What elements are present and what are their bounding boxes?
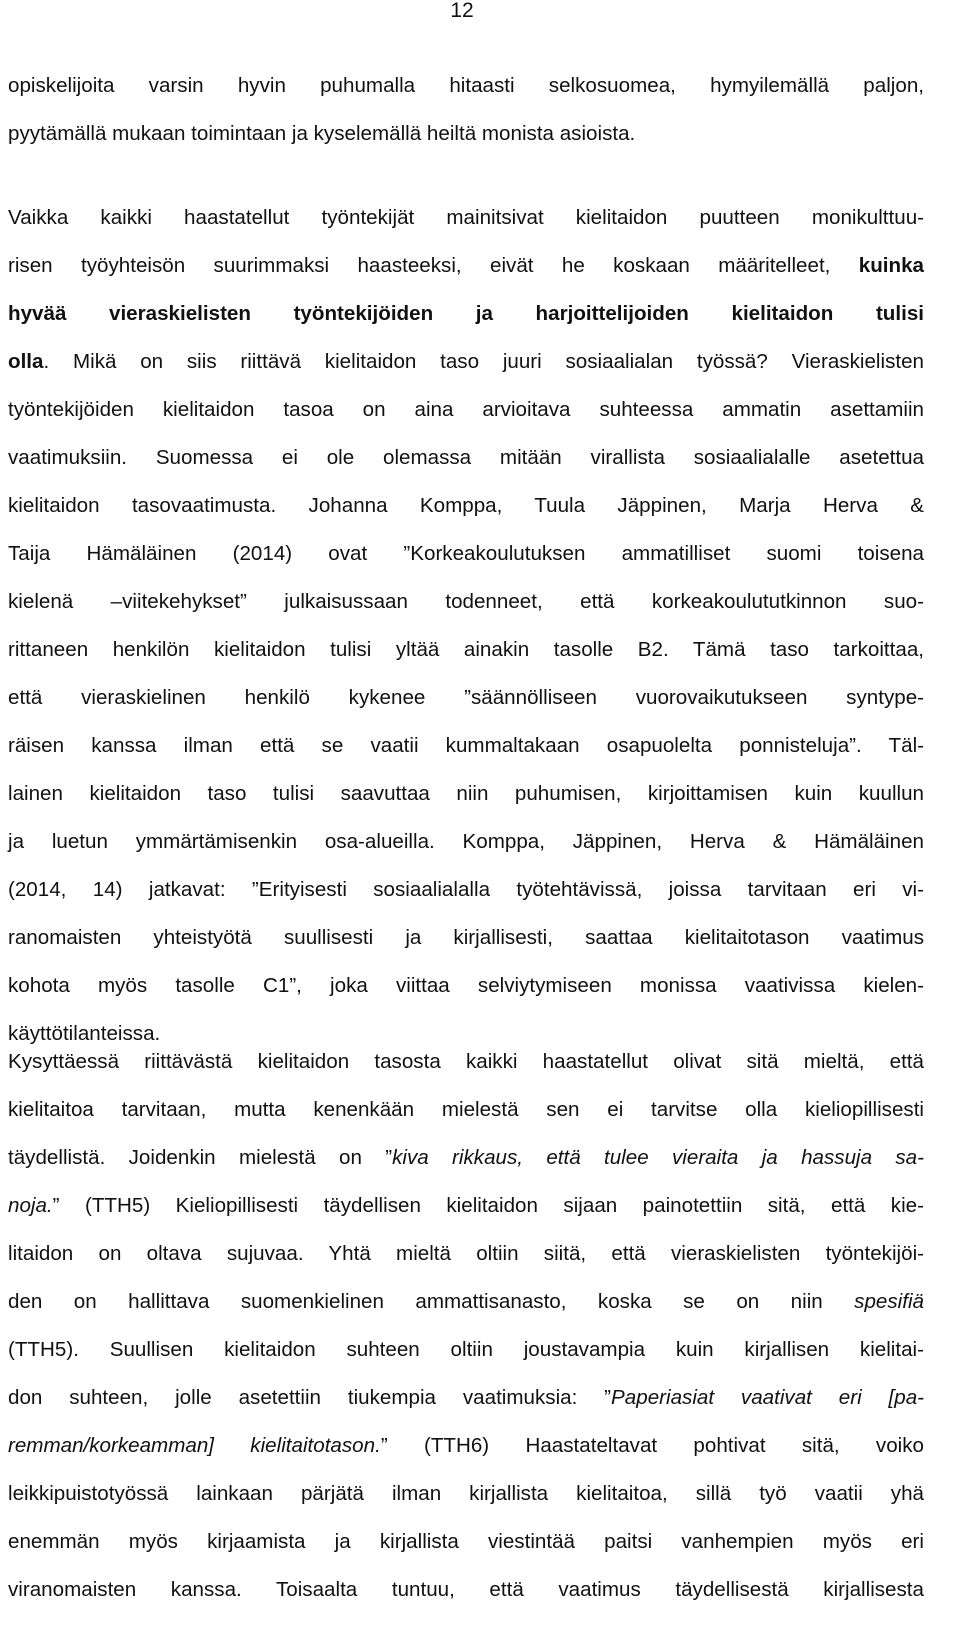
text-run: don suhteen, jolle asetettiin tiukempia vaatimuksia: ” xyxy=(8,1386,612,1409)
text-line xyxy=(8,338,924,386)
text-run: opiskelijoita varsin hyvin puhumalla hitaasti selkosuomea, hymyilemällä paljon, xyxy=(8,74,924,97)
text-line xyxy=(8,866,924,914)
text-line xyxy=(8,110,924,158)
text-run: Kysyttäessä riittävästä kielitaidon tasosta kaikki haastatellut olivat sitä mieltä, että xyxy=(8,1050,924,1073)
text-line xyxy=(8,1374,924,1422)
text-run: ” (TTH6) Haastateltavat pohtivat sitä, voiko xyxy=(380,1434,924,1457)
text-run: täydellistä. Joidenkin mielestä on ” xyxy=(8,1146,393,1169)
text-line xyxy=(8,962,924,1010)
text-run: kielitaidon tasovaatimusta. Johanna Komppa, Tuula Jäppinen, Marja Herva & xyxy=(8,494,924,517)
text-line xyxy=(8,818,924,866)
text-run: ja luetun ymmärtämisenkin osa-alueilla. Komppa, Jäppinen, Herva & Hämäläinen xyxy=(8,830,924,853)
text-run: ranomaisten yhteistyötä suullisesti ja kirjallisesti, saattaa kielitaitotason vaatimus xyxy=(8,926,924,949)
text-line xyxy=(8,290,924,338)
text-run: lainen kielitaidon taso tulisi saavuttaa niin puhumisen, kirjoittamisen kuin kuullun xyxy=(8,782,924,805)
paragraph-1 xyxy=(8,62,924,158)
text-run: leikkipuistotyössä lainkaan pärjätä ilman kirjallista kielitaitoa, sillä työ vaatii yhä xyxy=(8,1482,924,1505)
text-run: . Mikä on siis riittävä kielitaidon taso juuri sosiaalialan työssä? Vieraskielisten xyxy=(43,350,924,373)
text-run: pyytämällä mukaan toimintaan ja kyselemällä heiltä monista asioista. xyxy=(8,122,636,145)
text-line xyxy=(8,1182,924,1230)
text-line xyxy=(8,1566,924,1614)
bold-text: kuinka xyxy=(858,254,924,277)
text-line xyxy=(8,1326,924,1374)
text-line xyxy=(8,482,924,530)
italic-text: kiva rikkaus, että tulee vieraita ja hassuja sa- xyxy=(392,1146,924,1169)
text-run: den on hallittava suomenkielinen ammattisanasto, koska se on niin xyxy=(8,1290,855,1313)
text-run: risen työyhteisön suurimmaksi haasteeksi, eivät he koskaan määritelleet, xyxy=(8,254,859,277)
text-line xyxy=(8,770,924,818)
text-line xyxy=(8,674,924,722)
text-line xyxy=(8,1134,924,1182)
text-line xyxy=(8,722,924,770)
text-line xyxy=(8,62,924,110)
paragraph-3 xyxy=(8,1038,924,1614)
text-run: käyttötilanteissa. xyxy=(8,1022,161,1045)
text-run: kohota myös tasolle C1”, joka viittaa selviytymiseen monissa vaativissa kielen- xyxy=(8,974,924,997)
italic-text: noja. xyxy=(8,1194,53,1217)
text-line xyxy=(8,1086,924,1134)
text-line xyxy=(8,914,924,962)
text-line xyxy=(8,530,924,578)
text-run: Vaikka kaikki haastatellut työntekijät mainitsivat kielitaidon puutteen monikulttuu- xyxy=(8,206,924,229)
italic-text: Paperiasiat vaativat eri [pa- xyxy=(611,1386,925,1409)
text-line xyxy=(8,1518,924,1566)
bold-text: hyvää vieraskielisten työntekijöiden ja harjoittelijoiden kielitaidon tulisi xyxy=(8,302,924,325)
text-line xyxy=(8,1038,924,1086)
text-run: että vieraskielinen henkilö kykenee ”säännölliseen vuorovaikutukseen syntype- xyxy=(8,686,924,709)
text-run: työntekijöiden kielitaidon tasoa on aina arvioitava suhteessa ammatin asettamiin xyxy=(8,398,924,421)
text-line xyxy=(8,194,924,242)
text-run: rittaneen henkilön kielitaidon tulisi yltää ainakin tasolle B2. Tämä taso tarkoittaa, xyxy=(8,638,924,661)
text-run: litaidon on oltava sujuvaa. Yhtä mieltä oltiin siitä, että vieraskielisten työntekijöi- xyxy=(8,1242,924,1265)
text-run: enemmän myös kirjaamista ja kirjallista viestintää paitsi vanhempien myös eri xyxy=(8,1530,924,1553)
text-run: vaatimuksiin. Suomessa ei ole olemassa mitään virallista sosiaalialalle asetettua xyxy=(8,446,924,469)
text-run: kielitaitoa tarvitaan, mutta kenenkään mielestä sen ei tarvitse olla kieliopillisesti xyxy=(8,1098,924,1121)
text-run: ” (TTH5) Kieliopillisesti täydellisen kielitaidon sijaan painotettiin sitä, että kie- xyxy=(52,1194,924,1217)
paragraph-2 xyxy=(8,194,924,1058)
text-run: viranomaisten kanssa. Toisaalta tuntuu, että vaatimus täydellisestä kirjallisesta xyxy=(8,1578,924,1601)
text-run: kielenä –viitekehykset” julkaisussaan todenneet, että korkeakoulututkinnon suo- xyxy=(8,590,924,613)
text-line xyxy=(8,1230,924,1278)
text-run: (TTH5). Suullisen kielitaidon suhteen oltiin joustavampia kuin kirjallisen kielitai- xyxy=(8,1338,924,1361)
bold-text: olla xyxy=(8,350,44,373)
page-number: 12 xyxy=(450,0,474,22)
text-run: (2014, 14) jatkavat: ”Erityisesti sosiaalialalla työtehtävissä, joissa tarvitaan eri vi- xyxy=(8,878,924,901)
text-line xyxy=(8,626,924,674)
italic-text: spesifiä xyxy=(854,1290,924,1313)
text-run: Taija Hämäläinen (2014) ovat ”Korkeakoulutuksen ammatilliset suomi toisena xyxy=(8,542,924,565)
text-line xyxy=(8,1422,924,1470)
italic-text: remman/korkeamman] kielitaitotason. xyxy=(8,1434,381,1457)
text-line xyxy=(8,578,924,626)
text-line xyxy=(8,242,924,290)
text-line xyxy=(8,386,924,434)
text-run: räisen kanssa ilman että se vaatii kummaltakaan osapuolelta ponnisteluja”. Täl- xyxy=(8,734,924,757)
text-line xyxy=(8,434,924,482)
text-line xyxy=(8,1278,924,1326)
text-line xyxy=(8,1470,924,1518)
